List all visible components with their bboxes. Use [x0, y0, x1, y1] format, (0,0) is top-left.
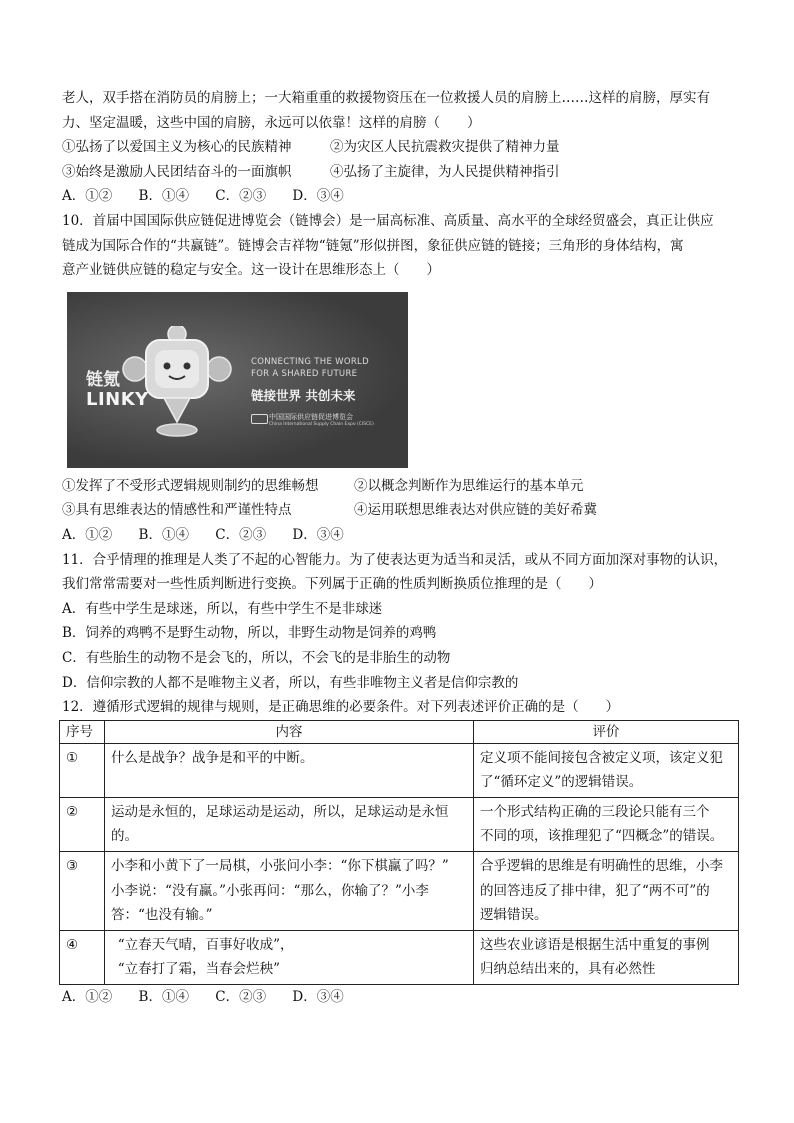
evaluation-line: 归纳总结出来的，具有必然性: [480, 961, 656, 978]
banner-tagline-2: FOR A SHARED FUTURE: [251, 368, 358, 379]
q10-options-row1: [62, 474, 738, 499]
q12-stem: 12．遵循形式逻辑的规律与规则，是正确思维的必要条件。对下列表述评价正确的是（ ）: [62, 699, 620, 716]
evaluation-line: 合乎逻辑的思维是有明确性的思维，小李: [480, 858, 723, 875]
q12-choice-a: A．①②: [62, 989, 113, 1006]
q12-answer-choices: [62, 985, 738, 1010]
q10-choice-a: A．①②: [62, 526, 113, 543]
row-content: [105, 797, 474, 851]
mascot-banner-image: [67, 292, 408, 468]
q10-stem-line3: 意产业链供应链的稳定与安全。这一设计在思维形态上（ ）: [62, 262, 440, 279]
q9-choice-c: C．②③: [215, 188, 267, 205]
linky-mascot-icon: [122, 326, 232, 444]
banner-slogan: 链接世界 共创未来: [251, 387, 356, 403]
q11-stem-line1: 11．合乎情理的推理是人类了不起的心智能力。为了使表达更为适当和灵活，或从不同方面加深对事物的认识，: [62, 551, 728, 568]
q9-choice-d: D．③④: [292, 188, 344, 205]
q10-option-3: ③具有思维表达的情感性和严谨性特点: [62, 502, 292, 519]
row-evaluation: [474, 797, 739, 851]
content-line: 答：“也没有输。”: [111, 907, 213, 924]
evaluation-line: 定义项不能间接包含被定义项，该定义犯: [480, 749, 723, 766]
header-content: 内容: [105, 720, 474, 743]
q12-choice-b: B．①④: [138, 989, 189, 1006]
mascot-name-en: LINKY: [86, 388, 149, 410]
row-content: [105, 743, 474, 797]
q10-choice-c: C．②③: [215, 526, 267, 543]
q12-choice-c: C．②③: [215, 989, 267, 1006]
q9-option-4: ④弘扬了主旋律，为人民提供精神指引: [330, 163, 560, 180]
table-row: [60, 743, 739, 797]
row-no: ③: [60, 852, 105, 931]
expo-logo-icon: [251, 414, 268, 424]
evaluation-line: 的回答违反了排中律，犯了“两不可”的: [480, 882, 710, 899]
row-no: ②: [60, 797, 105, 851]
q9-stem-line2: 力、坚定温暖，这些中国的肩膀，永远可以依靠！这样的肩膀（ ）: [62, 114, 481, 131]
q10-option-2: ②以概念判断作为思维运行的基本单元: [354, 477, 584, 494]
q11-option-a: A．有些中学生是球迷，所以，有些中学生不是非球迷: [62, 600, 383, 617]
row-evaluation: [474, 930, 739, 984]
row-no: ④: [60, 930, 105, 984]
row-content: [105, 852, 474, 931]
evaluation-line: 这些农业谚语是根据生活中重复的事例: [480, 936, 710, 953]
q11-option-d: D．信仰宗教的人都不是唯物主义者，所以，有些非唯物主义者是信仰宗教的: [62, 674, 519, 691]
content-line: “立春天气晴，百事好收成”，: [117, 936, 294, 953]
q10-options-row2: [62, 498, 738, 523]
q12-evaluation-table: [59, 720, 739, 985]
q10-stem-line1: 10．首届中国国际供应链促进博览会（链博会）是一届高标准、高质量、高水平的全球经贸盛会，真正让供应: [62, 212, 714, 229]
q9-choice-a: A．①②: [62, 188, 113, 205]
q10-option-1: ①发挥了不受形式逻辑规则制约的思维畅想: [62, 477, 319, 494]
evaluation-line: 逻辑错误。: [480, 907, 548, 924]
expo-name-cn: 中国国际供应链促进博览会: [269, 412, 353, 421]
q9-option-1: ①弘扬了以爱国主义为核心的民族精神: [62, 139, 292, 156]
q10-stem-line2: 链成为国际合作的“共赢链”。链博会吉祥物“链氪”形似拼图，象征供应链的链接；三角形的身体结构，寓: [62, 237, 684, 254]
table-header-row: [60, 720, 739, 743]
evaluation-line: 不同的项，该推理犯了“四概念”的错误。: [480, 828, 724, 845]
q12-choice-d: D．③④: [292, 989, 344, 1006]
content-line: 小李说：“没有赢。”小张再问：“那么，你输了？”小李: [111, 882, 429, 899]
q9-options-row1: [62, 135, 738, 160]
content-line: 运动是永恒的，足球运动是运动，所以，足球运动是永恒: [111, 803, 449, 820]
q10-option-4: ④运用联想思维表达对供应链的美好希冀: [354, 502, 597, 519]
row-no: ①: [60, 743, 105, 797]
q10-options: [62, 474, 738, 548]
q9-option-3: ③始终是激励人民团结奋斗的一面旗帜: [62, 163, 292, 180]
q10-answer-choices: [62, 523, 738, 548]
mascot-name-cn: 链氪: [86, 369, 120, 390]
q9-answer-choices: [62, 184, 738, 209]
q11-option-c: C．有些胎生的动物不是会飞的，所以，不会飞的是非胎生的动物: [62, 649, 451, 666]
q10-choice-d: D．③④: [292, 526, 344, 543]
banner-tagline-1: CONNECTING THE WORLD: [251, 356, 369, 367]
q10-choice-b: B．①④: [138, 526, 189, 543]
row-evaluation: [474, 743, 739, 797]
content-line: 的。: [111, 828, 138, 845]
table-row: [60, 930, 739, 984]
row-evaluation: [474, 852, 739, 931]
exam-page: [62, 86, 738, 1010]
evaluation-line: 一个形式结构正确的三段论只能有三个: [480, 803, 710, 820]
q11-option-b: B．饲养的鸡鸭不是野生动物，所以，非野生动物是饲养的鸡鸭: [62, 625, 437, 642]
q9-options-row2: [62, 160, 738, 185]
table-row: [60, 797, 739, 851]
expo-name-en: China International Supply Chain Expo (CISCE): [269, 421, 374, 427]
content-line: “立春打了霜，当春会烂秧”: [117, 961, 281, 978]
content-line: 小李和小黄下了一局棋，小张问小李：“你下棋赢了吗？”: [111, 858, 449, 875]
q9-option-2: ②为灾区人民抗震救灾提供了精神力量: [330, 139, 560, 156]
row-content: [105, 930, 474, 984]
q11-stem-line2: 我们常常需要对一些性质判断进行变换。下列属于正确的性质判断换质位推理的是（ ）: [62, 576, 602, 593]
content-line: 什么是战争？战争是和平的中断。: [111, 749, 314, 766]
header-evaluation: 评价: [474, 720, 739, 743]
q9-choice-b: B．①④: [138, 188, 189, 205]
table-row: [60, 852, 739, 931]
q9-stem-line1: 老人，双手搭在消防员的肩膀上；一大箱重重的救援物资压在一位救援人员的肩膀上……这样的肩膀，厚实有: [62, 90, 710, 106]
evaluation-line: 了“循环定义”的逻辑错误。: [480, 774, 643, 791]
header-no: 序号: [60, 720, 105, 743]
